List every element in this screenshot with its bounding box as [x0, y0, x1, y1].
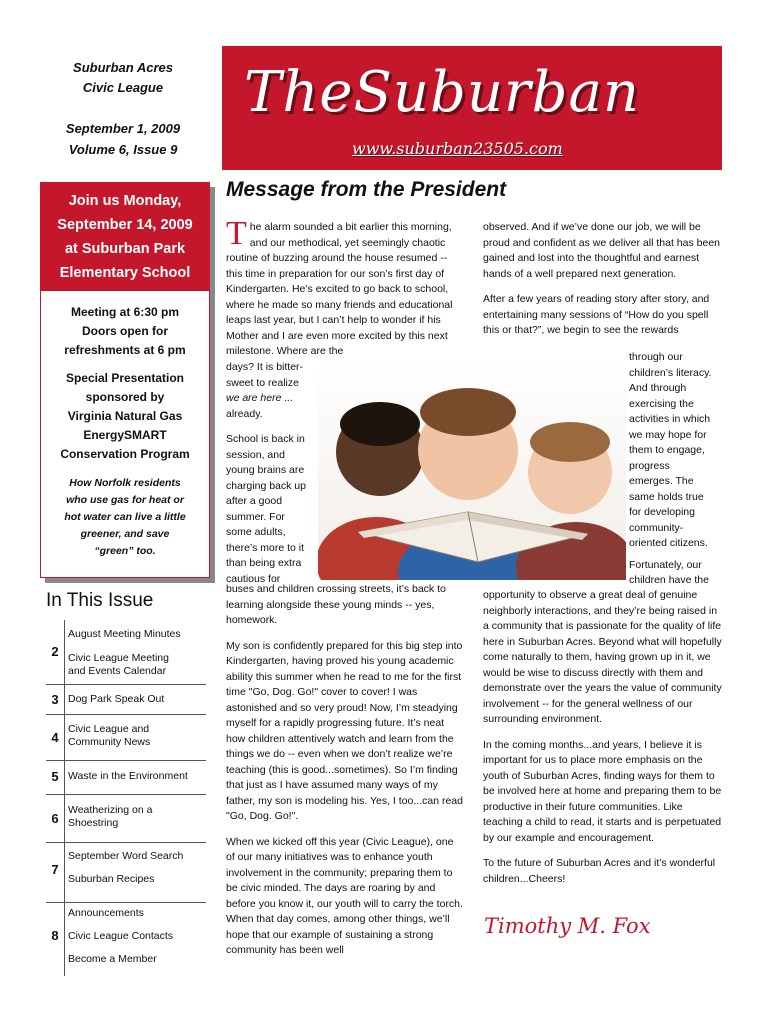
toc-item: Weatherizing on a: [68, 804, 153, 816]
wrap-line: through our: [629, 351, 683, 363]
article-paragraph: observed. And if we’ve done our job, we will be proud and confident as we deliver all that has been gained and lost into the thoughtful and earnest hands of a well prepared next generation.: [483, 221, 720, 280]
toc-row[interactable]: [46, 902, 206, 976]
newsletter-title: TheSuburban: [244, 60, 640, 125]
wrap-line: for developing: [629, 506, 695, 518]
article-paragraph: buses and children crossing streets, it’s back to learning alongside these young minds -- yes, homework.: [226, 583, 446, 626]
wrap-line: young brains are: [226, 464, 305, 476]
tagline-line: greener, and save: [80, 528, 170, 540]
article-headline: Message from the President: [226, 178, 507, 201]
wrap-line: summer. For: [226, 510, 285, 523]
wrap-line: same holds true: [629, 490, 704, 503]
article-paragraph: To the future of Suburban Acres and it’s wonderful children...Cheers!: [483, 857, 716, 885]
tagline-line: hot water can live a little: [64, 511, 186, 523]
article-column-left-bottom: [226, 582, 464, 965]
presentation-line: EnergySMART: [83, 428, 167, 442]
toc-item: Announcements: [68, 907, 144, 919]
toc-item: Civic League Contacts: [68, 930, 174, 942]
meeting-info: [45, 303, 205, 360]
presentation-line: Virginia Natural Gas: [67, 409, 183, 423]
toc-page-number: 2: [51, 644, 59, 659]
wrap-line: days? It is bitter-: [226, 361, 304, 373]
toc-item: Civic League and: [68, 723, 150, 735]
toc-row[interactable]: [46, 842, 206, 903]
toc-page-number: 3: [51, 692, 59, 707]
toc-item: Shoestring: [68, 817, 119, 829]
issue-info: [48, 118, 198, 160]
wrap-line: community-: [629, 521, 684, 534]
toc-page-number: 6: [51, 811, 59, 826]
masthead-banner: [222, 46, 722, 170]
wrap-line: activities in which: [629, 413, 711, 425]
presentation-line: Special Presentation: [65, 371, 185, 385]
toc-item: September Word Search: [68, 850, 184, 862]
presentation-line: sponsored by: [85, 390, 165, 404]
article-paragraph: In the coming months...and years, I believe it is important for us to place more emphasis on the youth of Suburban Acres, finding ways for them to be involved here at home and preparing them to be productive in their future communities. Like teaching a child to read, it starts and is perpetuated by our example and encouragement.: [483, 738, 722, 844]
article-column-right-bottom: [483, 588, 725, 893]
article-paragraph: When we kicked off this year (Civic League), one of our many initiatives was to enhance youth involvement in the community; preparing them to be civic minded. The days are roaring by and before you know it, our youth will to carry the torch. When that day comes, among other things, we’ll hope that our example of sustaining a strong community has been well: [226, 835, 463, 956]
wrap-line: And through: [629, 382, 687, 394]
president-signature: Timothy M. Fox: [484, 914, 651, 938]
wrap-line: already.: [226, 407, 263, 420]
in-this-issue-title: In This Issue: [46, 590, 154, 611]
article-column-right-wrap: [629, 350, 725, 589]
wrap-line: exercising the: [629, 397, 694, 410]
toc-item: Community News: [68, 736, 151, 748]
toc-item: Civic League Meeting: [68, 652, 169, 664]
org-line: Civic League: [82, 80, 164, 95]
org-name: [48, 58, 198, 98]
website-link[interactable]: www.suburban23505.com: [352, 139, 563, 158]
toc-item: Suburban Recipes: [68, 873, 155, 885]
tagline-line: who use gas for heat or: [66, 494, 184, 506]
drop-cap: T: [226, 215, 247, 252]
children-reading-illustration: [318, 362, 626, 580]
join-line: Elementary School: [59, 265, 191, 281]
wrap-line: we are here ...: [226, 392, 294, 404]
issue-volume: Volume 6, Issue 9: [68, 142, 178, 157]
article-paragraph: [226, 360, 318, 422]
wrap-line: session, and: [226, 448, 285, 461]
meeting-line: Meeting at 6:30 pm: [70, 305, 180, 319]
article-paragraph: After a few years of reading story after story, and entertaining many sessions of “How do you spell this or that?”, we begin to see the rewards: [483, 293, 710, 336]
article-paragraph: My son is confidently prepared for this big step into Kindergarten, having proved his young academic ability this summer when he read to me for the first time "Go, Dog. Go!" cover to cover! I was astonished and so very proud! Now, I’m steadying myself for a rapidly progressing future. It’s neat how children attentively watch and learn from the things we do -- even when we don’t realize we’re teaching (this is good...sometimes). So I’m finding that just as I have assumed many ways of my father, my son is modeling his. Yes, I too...can read "Go, Dog. Go!".: [226, 639, 463, 822]
toc-row[interactable]: [46, 760, 206, 795]
presentation-info: [45, 369, 205, 464]
wrap-line: charging back up: [226, 479, 306, 492]
toc-page-number: 7: [51, 862, 59, 877]
toc-row[interactable]: [46, 684, 206, 715]
toc-page-number: 8: [51, 928, 59, 943]
org-line: Suburban Acres: [73, 60, 173, 75]
article-paragraph: [226, 215, 464, 360]
toc-item: August Meeting Minutes: [68, 628, 181, 640]
join-line: at Suburban Park: [64, 241, 186, 257]
wrap-line: children have the: [629, 574, 709, 586]
meeting-line: refreshments at 6 pm: [64, 343, 186, 357]
join-line: September 14, 2009: [57, 217, 193, 233]
toc-item: Become a Member: [68, 953, 157, 965]
wrap-line: cautious for: [226, 572, 281, 585]
wrap-line: oriented citizens.: [629, 537, 708, 549]
toc-row[interactable]: [46, 794, 206, 843]
wrap-line: them to engage,: [629, 444, 705, 456]
wrap-line: sweet to realize: [226, 376, 299, 389]
wrap-line: children’s literacy.: [629, 366, 712, 379]
wrap-line: progress: [629, 459, 670, 472]
article-paragraph: [226, 432, 318, 587]
wrap-line: than being extra: [226, 557, 302, 569]
wrap-line: we may hope for: [629, 428, 707, 441]
wrap-line: Fortunately, our: [629, 558, 702, 571]
tagline-line: How Norfolk residents: [69, 477, 181, 489]
toc-row[interactable]: [46, 714, 206, 761]
toc-page-number: 4: [51, 730, 59, 745]
toc-row[interactable]: [46, 620, 206, 685]
article-column-left-wrap: [226, 360, 318, 593]
children-reading-photo: [318, 362, 626, 580]
toc-item: and Events Calendar: [68, 665, 167, 677]
issue-date: September 1, 2009: [65, 121, 181, 136]
presentation-line: Conservation Program: [60, 447, 190, 461]
wrap-line: some adults,: [226, 526, 286, 538]
wrap-line: School is back in: [226, 433, 305, 445]
toc-page-number: 5: [51, 769, 59, 784]
tagline-line: “green” too.: [94, 545, 156, 557]
paragraph-text: he alarm sounded a bit earlier this morning, and our methodical, yet seemingly chaotic routine of buzzing around the house resumed -- this time in preparation for our son’s first day of Kindergarten. He’s excited to go back to school, where he made so many friends and educational leaps last year, but I can’t help to wonder if his Mother and I are even more excited by this next milestone. Where are the: [226, 221, 453, 357]
join-line: Join us Monday,: [68, 193, 182, 209]
wrap-line: after a good: [226, 495, 283, 507]
wrap-line: there’s more to it: [226, 541, 305, 554]
presentation-tagline: [47, 475, 203, 560]
toc-item: Waste in the Environment: [68, 770, 188, 782]
event-sidebar: [40, 182, 210, 578]
article-column-right-top: [483, 220, 725, 345]
meeting-line: Doors open for: [82, 324, 168, 338]
toc-item: Dog Park Speak Out: [68, 693, 165, 705]
article-column-left-top: [226, 215, 464, 366]
join-us-box: [41, 183, 209, 291]
wrap-line: emerges. The: [629, 475, 694, 487]
article-paragraph: opportunity to observe a great deal of genuine neighborly interactions, and they’re being raised in a community that is passionate for the quality of life here in Suburban Acres. Beyond what will hopefully come naturally to them, having grown up in it, we would be wise to discuss directly with them and demonstrate over the years the value of community involvement -- for the general wellness of our surrounding environment.: [483, 589, 722, 725]
